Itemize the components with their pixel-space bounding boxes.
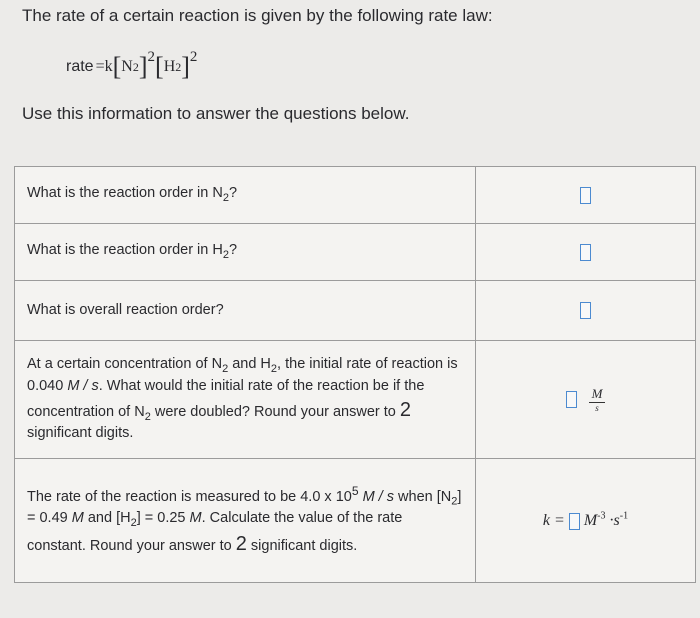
rate-constant-expression: $k = M^{-3} \cdot s^{-1}$ bbox=[542, 510, 629, 530]
answer-order-n2-input[interactable] bbox=[580, 187, 591, 204]
rate-constant-k: k bbox=[104, 58, 113, 75]
question-row bbox=[15, 341, 696, 459]
intro-text: The rate of a certain reaction is given by the following rate law: bbox=[22, 6, 493, 25]
question-doubled-rate: At a certain concentration of $N_2$ and $H_2$, the initial rate of reaction is 0.040 M / s. What would the initial rate of the reaction be if the concentration of $N_2$ were doubled? Round your answer to 2 significant digits. bbox=[15, 341, 476, 459]
question-overall-order: What is overall reaction order? bbox=[15, 281, 476, 341]
answer-cell bbox=[476, 224, 696, 281]
question-row bbox=[15, 459, 696, 583]
question-order-h2: What is the reaction order in $H_2$? bbox=[15, 224, 476, 281]
answer-doubled-rate-input[interactable] bbox=[566, 391, 577, 408]
question-table bbox=[14, 166, 696, 583]
answer-cell bbox=[476, 341, 696, 459]
question-row bbox=[15, 224, 696, 281]
question-order-n2: What is the reaction order in $N_2$? bbox=[15, 167, 476, 224]
question-rate-constant: The rate of the reaction is measured to be 4.0 x $10^5$ M / s when $[N_2] = 0.49$ M and $[H_2] = 0.25$ M. Calculate the value of the rate constant. Round your answer to 2 significant digits. bbox=[15, 459, 476, 583]
answer-cell bbox=[476, 459, 696, 583]
species-h2: H bbox=[163, 58, 176, 75]
question-row bbox=[15, 281, 696, 341]
rate-unit-fraction: $\frac{M}{s}$ bbox=[589, 386, 605, 413]
answer-rate-constant-input[interactable] bbox=[569, 513, 580, 530]
rate-label: rate bbox=[66, 58, 94, 75]
order-h2: 2 bbox=[189, 48, 198, 65]
answer-order-h2-input[interactable] bbox=[580, 244, 591, 261]
rate-law: rate = k [ N 2 ] $^2$ [ H 2 ] $^2$ bbox=[66, 48, 198, 81]
answer-cell bbox=[476, 167, 696, 224]
answer-overall-order-input[interactable] bbox=[580, 302, 591, 319]
species-n2: N bbox=[121, 58, 133, 75]
instructions: Use this information to answer the questions below. bbox=[22, 104, 410, 123]
question-row bbox=[15, 167, 696, 224]
rate-equals: = bbox=[95, 58, 105, 75]
answer-cell bbox=[476, 281, 696, 341]
order-n2: 2 bbox=[147, 48, 156, 65]
